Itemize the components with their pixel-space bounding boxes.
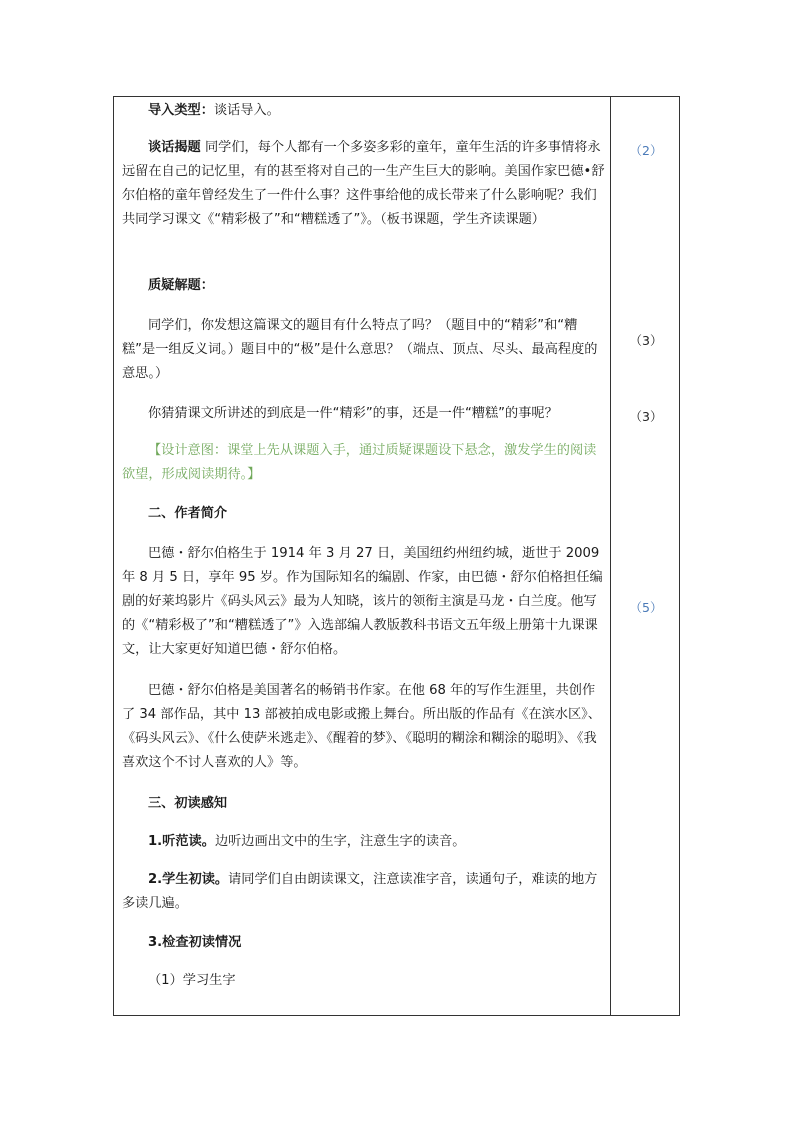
question-paragraph: 同学们，你发想这篇课文的题目有什么特点了吗？（题目中的“精彩”和“糟糕”是一组反义词。）题目中的“极”是什么意思？（端点、顶点、尽头、最高程度的意思。） (122, 318, 598, 381)
author-heading: 二、作者简介 (148, 506, 228, 521)
reading-item-1: 1.听范读。边听边画出文中的生字，注意生字的读音。 (148, 834, 466, 849)
content-cell (114, 97, 610, 1015)
column-divider (610, 97, 611, 1015)
reading-heading: 三、初读感知 (148, 796, 228, 811)
score-1: （2） (629, 143, 663, 158)
author-paragraph-2: 巴德・舒尔伯格是美国著名的畅销书作家。在他 68 年的写作生涯里，共创作了 34 部作品，其中 13 部被拍成电影或搬上舞台。所出版的作品有《在滨水区》、《码头风云》、《什么使萨米逃走》、《醒着的梦》、《聪明的糊涂和糊涂的聪明》、《我喜欢这个不讨人喜欢的人》等。 (122, 683, 601, 770)
lesson-table (113, 96, 680, 1016)
reading-sub-1: （1）学习生字 (148, 973, 236, 988)
reading-item-3: 3.检查初读情况 (148, 935, 242, 950)
intro-type: 导入类型：谈话导入。 (148, 103, 280, 118)
score-2: （3） (629, 333, 663, 348)
guess-paragraph: 你猜猜课文所讲述的到底是一件“精彩”的事，还是一件“糟糕”的事呢？ (148, 406, 558, 421)
talk-paragraph: 谈话揭题 同学们，每个人都有一个多姿多彩的童年，童年生活的许多事情将永远留在自己的记忆里，有的甚至将对自己的一生产生巨大的影响。美国作家巴德•舒尔伯格的童年曾经发生了一件什么事？这件事给他的成长带来了什么影响呢？我们共同学习课文《“精彩极了”和“糟糕透了”》。（板书课题，学生齐读课题） (122, 140, 605, 227)
score-3: （3） (629, 409, 663, 424)
author-paragraph-1: 巴德・舒尔伯格生于 1914 年 3 月 27 日，美国纽约州纽约城，逝世于 2009 年 8 月 5 日，享年 95 岁。作为国际知名的编剧、作家，由巴德・舒尔伯格担任编剧的好莱坞影片《码头风云》最为人知晓，该片的领衔主演是马龙・白兰度。他写的《“精彩极了”和“糟糕透了”》入选部编人教版教科书语文五年级上册第十九课课文，让大家更好知道巴德・舒尔伯格。 (122, 546, 603, 657)
reading-item-2: 2.学生初读。请同学们自由朗读课文，注意读准字音，读通句子，难读的地方多读几遍。 (122, 872, 598, 911)
score-4: （5） (629, 600, 663, 615)
design-intent-note: 【设计意图：课堂上先从课题入手，通过质疑课题设下悬念，激发学生的阅读欲望，形成阅读期待。】 (122, 443, 597, 482)
question-heading: 质疑解题： (148, 278, 214, 293)
